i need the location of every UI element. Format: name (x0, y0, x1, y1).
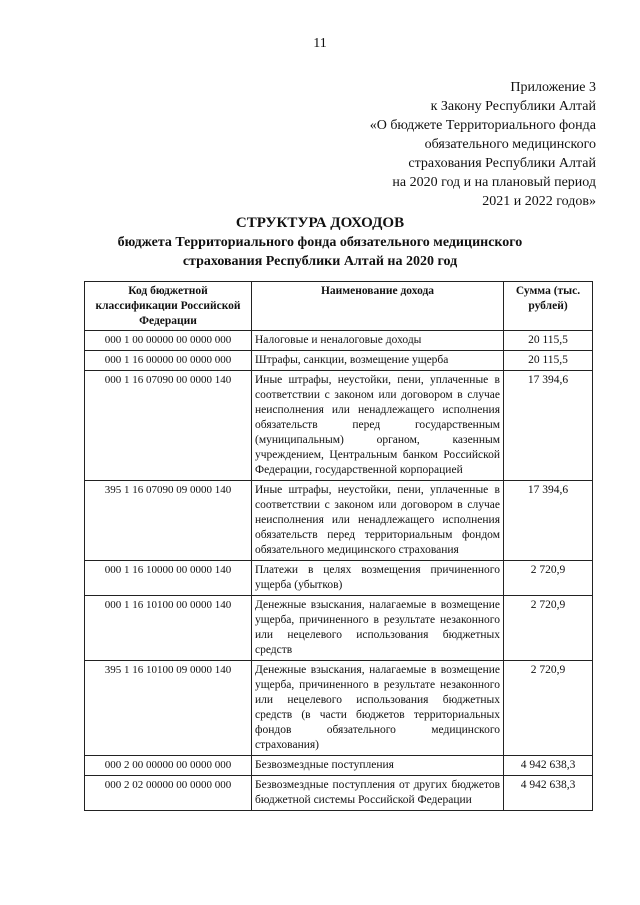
row-code: 000 1 16 10100 00 0000 140 (85, 596, 252, 661)
row-code: 000 1 00 00000 00 0000 000 (85, 331, 252, 351)
table-row (85, 596, 593, 661)
table-row (85, 481, 593, 561)
table-row (85, 371, 593, 481)
row-code: 000 1 16 00000 00 0000 000 (85, 351, 252, 371)
table-row (85, 331, 593, 351)
row-code: 000 1 16 10000 00 0000 140 (85, 561, 252, 596)
header-code: Код бюджетной классификации Российской Федерации (85, 282, 252, 331)
title-main: СТРУКТУРА ДОХОДОВ (235, 215, 405, 231)
row-code: 395 1 16 07090 09 0000 140 (85, 481, 252, 561)
row-code: 000 2 00 00000 00 0000 000 (85, 756, 252, 776)
row-sum: 2 720,9 (504, 561, 593, 596)
row-name: Иные штрафы, неустойки, пени, уплаченные в соответствии с законом или договором в случае неисполнения или ненадлежащего исполнения обязательств перед территориальным фондом обязательного медицинского страхования (252, 481, 504, 561)
row-sum: 4 942 638,3 (504, 776, 593, 811)
row-code: 000 2 02 00000 00 0000 000 (85, 776, 252, 811)
appendix-line: 2021 и 2022 годов» (482, 194, 596, 209)
appendix-line: «О бюджете Территориального фонда (369, 118, 596, 133)
header-name: Наименование дохода (252, 282, 504, 331)
table-row (85, 561, 593, 596)
row-sum: 20 115,5 (504, 351, 593, 371)
table-row (85, 351, 593, 371)
row-sum: 17 394,6 (504, 481, 593, 561)
row-sum: 20 115,5 (504, 331, 593, 351)
appendix-line: страхования Республики Алтай (408, 156, 596, 171)
appendix-line: на 2020 год и на плановый период (392, 175, 596, 190)
document-title (0, 214, 640, 271)
table-row (85, 661, 593, 756)
page-number: 11 (313, 36, 327, 51)
row-name: Денежные взыскания, налагаемые в возмещение ущерба, причиненного в результате незаконного или нецелевого использования бюджетных средств (252, 596, 504, 661)
row-sum: 4 942 638,3 (504, 756, 593, 776)
title-subtitle-line-1: бюджета Территориального фонда обязательного медицинского (117, 235, 523, 250)
row-name: Штрафы, санкции, возмещение ущерба (252, 351, 504, 371)
title-subtitle-line-2: страхования Республики Алтай на 2020 год (182, 254, 458, 269)
row-name: Безвозмездные поступления от других бюджетов бюджетной системы Российской Федерации (252, 776, 504, 811)
row-name: Платежи в целях возмещения причиненного ущерба (убытков) (252, 561, 504, 596)
appendix-line: к Закону Республики Алтай (430, 99, 596, 114)
row-name: Денежные взыскания, налагаемые в возмещение ущерба, причиненного в результате незаконного или нецелевого использования бюджетных средств (в части бюджетов территориальных фондов обязательного медицинского страхования) (252, 661, 504, 756)
table-row (85, 776, 593, 811)
table-header-row (85, 282, 593, 331)
row-sum: 2 720,9 (504, 596, 593, 661)
row-code: 000 1 16 07090 00 0000 140 (85, 371, 252, 481)
revenue-table (84, 281, 593, 811)
row-name: Безвозмездные поступления (252, 756, 504, 776)
row-code: 395 1 16 10100 09 0000 140 (85, 661, 252, 756)
header-sum: Сумма (тыс. рублей) (504, 282, 593, 331)
row-sum: 17 394,6 (504, 371, 593, 481)
table-row (85, 756, 593, 776)
appendix-block (370, 78, 596, 211)
appendix-line: обязательного медицинского (424, 137, 596, 152)
row-sum: 2 720,9 (504, 661, 593, 756)
appendix-line: Приложение 3 (510, 80, 596, 95)
row-name: Иные штрафы, неустойки, пени, уплаченные в соответствии с законом или договором в случае неисполнения или ненадлежащего исполнения обязательств перед государственным (муниципальным) органом, казенным учреждением, Центральным банком Российской Федерации, государственной корпорацией (252, 371, 504, 481)
row-name: Налоговые и неналоговые доходы (252, 331, 504, 351)
